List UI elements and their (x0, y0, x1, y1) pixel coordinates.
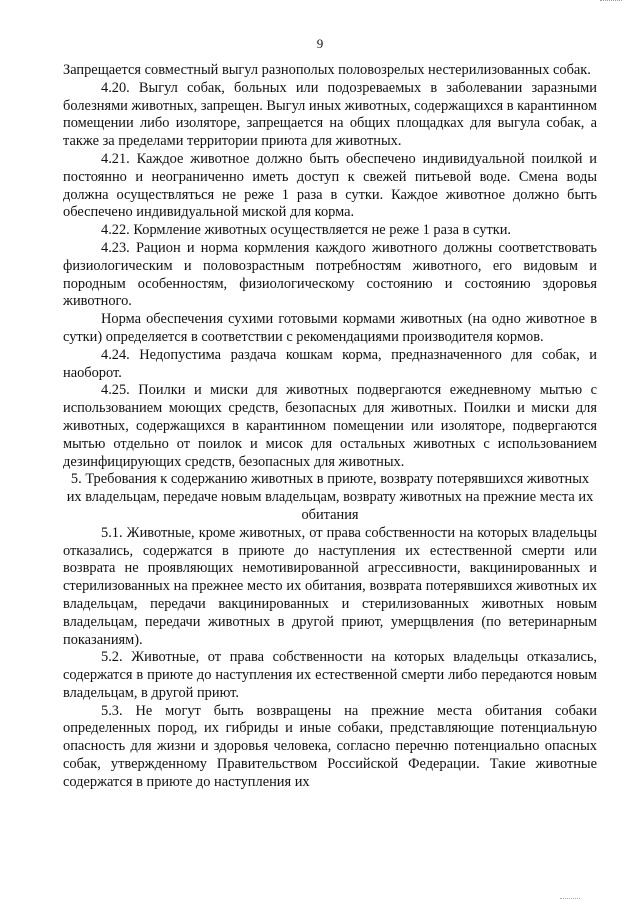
paragraph: 4.21. Каждое животное должно быть обеспечено индивидуальной поилкой и постоянно и неограниченно иметь доступ к свежей питьевой воде. Смена воды должна осуществляться не реже 1 раза в сутки. Каждое животное должно быть обеспечено индивидуальной миской для корма. (63, 150, 597, 221)
paragraph: 5.3. Не могут быть возвращены на прежние места обитания собаки определенных пород, их гибриды и иные собаки, представляющие потенциальную опасность для жизни и здоровья человека, согласно перечню потенциально опасных собак, утвержденному Правительством Российской Федерации. Такие животные содержатся в приюте до наступления их (63, 702, 597, 790)
paragraph: 4.25. Поилки и миски для животных подвергаются ежедневному мытью с использованием моющих средств, безопасных для животных. Поилки и миски для животных, содержащихся в карантинном помещении или изоляторе, подвергаются мытью отдельно от поилок и мисок для остальных животных с использованием дезинфицирующих средств, безопасных для животных. (63, 382, 597, 470)
paragraph: Запрещается совместный выгул разнополых половозрелых нестерилизованных собак. (63, 62, 591, 78)
paragraph: 4.22. Кормление животных осуществляется не реже 1 раза в сутки. (101, 222, 512, 239)
paragraph: 4.23. Рацион и норма кормления каждого животного должны соответствовать физиологическим и половозрастным потребностям животного, его видовым и породным особенностям, физиологическому состоянию и состоянию здоровья животного. (63, 239, 597, 310)
scan-mark-top (600, 0, 622, 4)
section-heading: 5. Требования к содержанию животных в приюте, возврату потерявшихся животных их владельцам, передаче новым владельцам, возврату животных на прежние места их обитания (66, 471, 594, 523)
paragraph: 4.24. Недопустима раздача кошкам корма, предназначенного для собак, и наоборот. (63, 346, 597, 381)
paragraph: 4.20. Выгул собак, больных или подозреваемых в заболевании заразными болезнями животных, запрещен. Выгул иных животных, содержащихся в карантинном помещении либо изоляторе, запрещается на общих площадках для выгула собак, а также за пределами территории приюта для животных. (63, 79, 598, 150)
paragraph: Норма обеспечения сухими готовыми кормами животных (на одно животное в сутки) определяется в соответствии с рекомендациями производителя кормов. (63, 311, 597, 345)
document-body (63, 62, 597, 792)
scan-mark-bottom (560, 898, 580, 901)
page-number: 9 (316, 36, 324, 51)
paragraph: 5.2. Животные, от права собственности на которых владельцы отказались, содержатся в приюте до наступления их естественной смерти либо передаются новым владельцам, в другой приют. (63, 649, 597, 701)
paragraph: 5.1. Животные, кроме животных, от права собственности на которых владельцы отказались, содержатся в приюте до наступления их естественной смерти или возврата не проявляющих немотивированной агрессивности, вакцинированных и стерилизованных на прежнее место их обитания, возврата потерявшихся животных их владельцам, передачи вакцинированных и стерилизованных животных новым владельцам, передачи животных в другой приют, умерщвления (по ветеринарным показаниям). (63, 524, 597, 648)
